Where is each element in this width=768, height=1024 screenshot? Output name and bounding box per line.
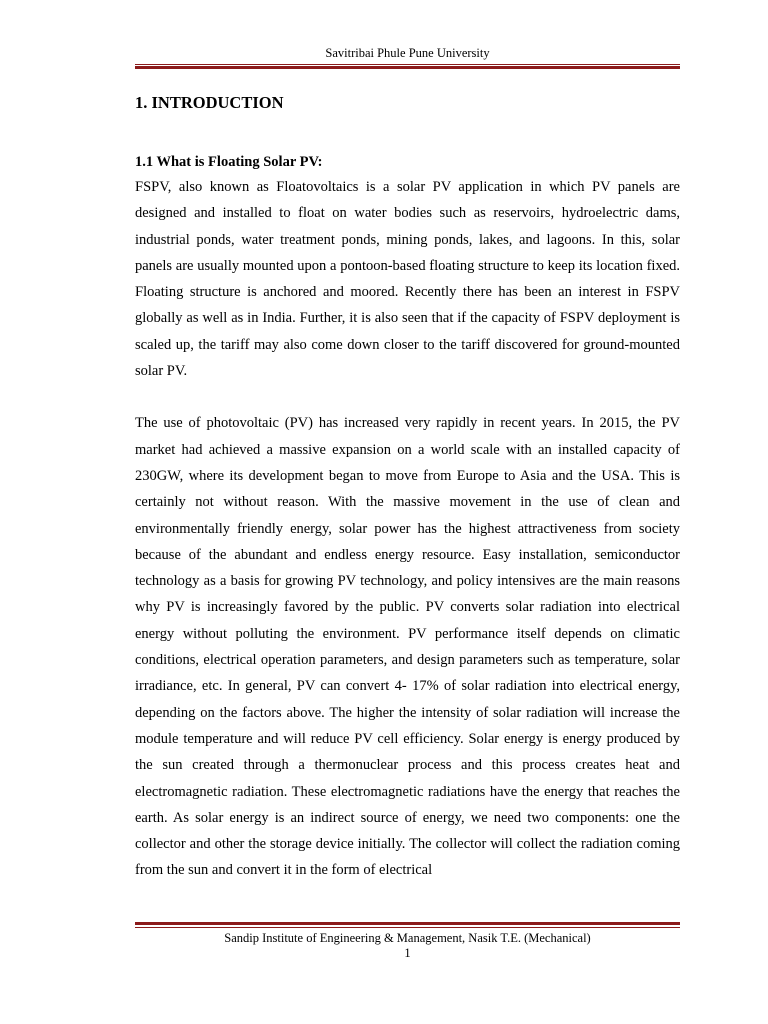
footer-page-number: 1 [404, 946, 411, 960]
paragraph-spacer [135, 384, 680, 410]
footer-rule [135, 922, 680, 928]
section-title: 1. INTRODUCTION [135, 93, 284, 112]
footer-institute: Sandip Institute of Engineering & Management, Nasik T.E. (Mechanical) [224, 931, 591, 945]
paragraph-1: FSPV, also known as Floatovoltaics is a solar PV application in which PV panels are designed and installed to float on water bodies such as reservoirs, hydroelectric dams, industrial ponds, water treatment ponds, mining ponds, lakes, and lagoons. In this, solar panels are usually mounted upon a pontoon-based floating structure to keep its location fixed. Floating structure is anchored and moored. Recently there has been an interest in FSPV globally as well as in India. Further, it is also seen that if the capacity of FSPV deployment is scaled up, the tariff may also come down closer to the tariff discovered for ground-mounted solar PV. [135, 179, 680, 380]
content-body [135, 150, 680, 884]
footer [135, 931, 680, 961]
header-rule [135, 64, 680, 69]
paragraph-2: The use of photovoltaic (PV) has increased very rapidly in recent years. In 2015, the PV market had achieved a massive expansion on a world scale with an installed capacity of 230GW, where its development began to move from Europe to Asia and the USA. This is certainly not without reason. With the massive movement in the use of clean and environmentally friendly energy, solar power has the highest attractiveness from society because of the abundant and endless energy resource. Easy installation, semiconductor technology as a basis for growing PV technology, and policy intensives are the main reasons why PV is increasingly favored by the public. PV converts solar radiation into electrical energy without polluting the environment. PV performance itself depends on climatic conditions, electrical operation parameters, and design parameters such as temperature, solar irradiance, etc. In general, PV can convert 4- 17% of solar radiation into electrical energy, depending on the factors above. The higher the intensity of solar radiation will increase the module temperature and will reduce PV cell efficiency. Solar energy is energy produced by the sun created through a thermonuclear process and this process creates heat and electromagnetic radiation. These electromagnetic radiations have the energy that reaches the earth. As solar energy is an indirect source of energy, we need two components: one the collector and other the storage device initially. The collector will collect the radiation coming from the sun and convert it in the form of electrical [135, 415, 680, 879]
subsection-title: 1.1 What is Floating Solar PV: [135, 154, 323, 170]
header-university: Savitribai Phule Pune University [325, 46, 490, 60]
